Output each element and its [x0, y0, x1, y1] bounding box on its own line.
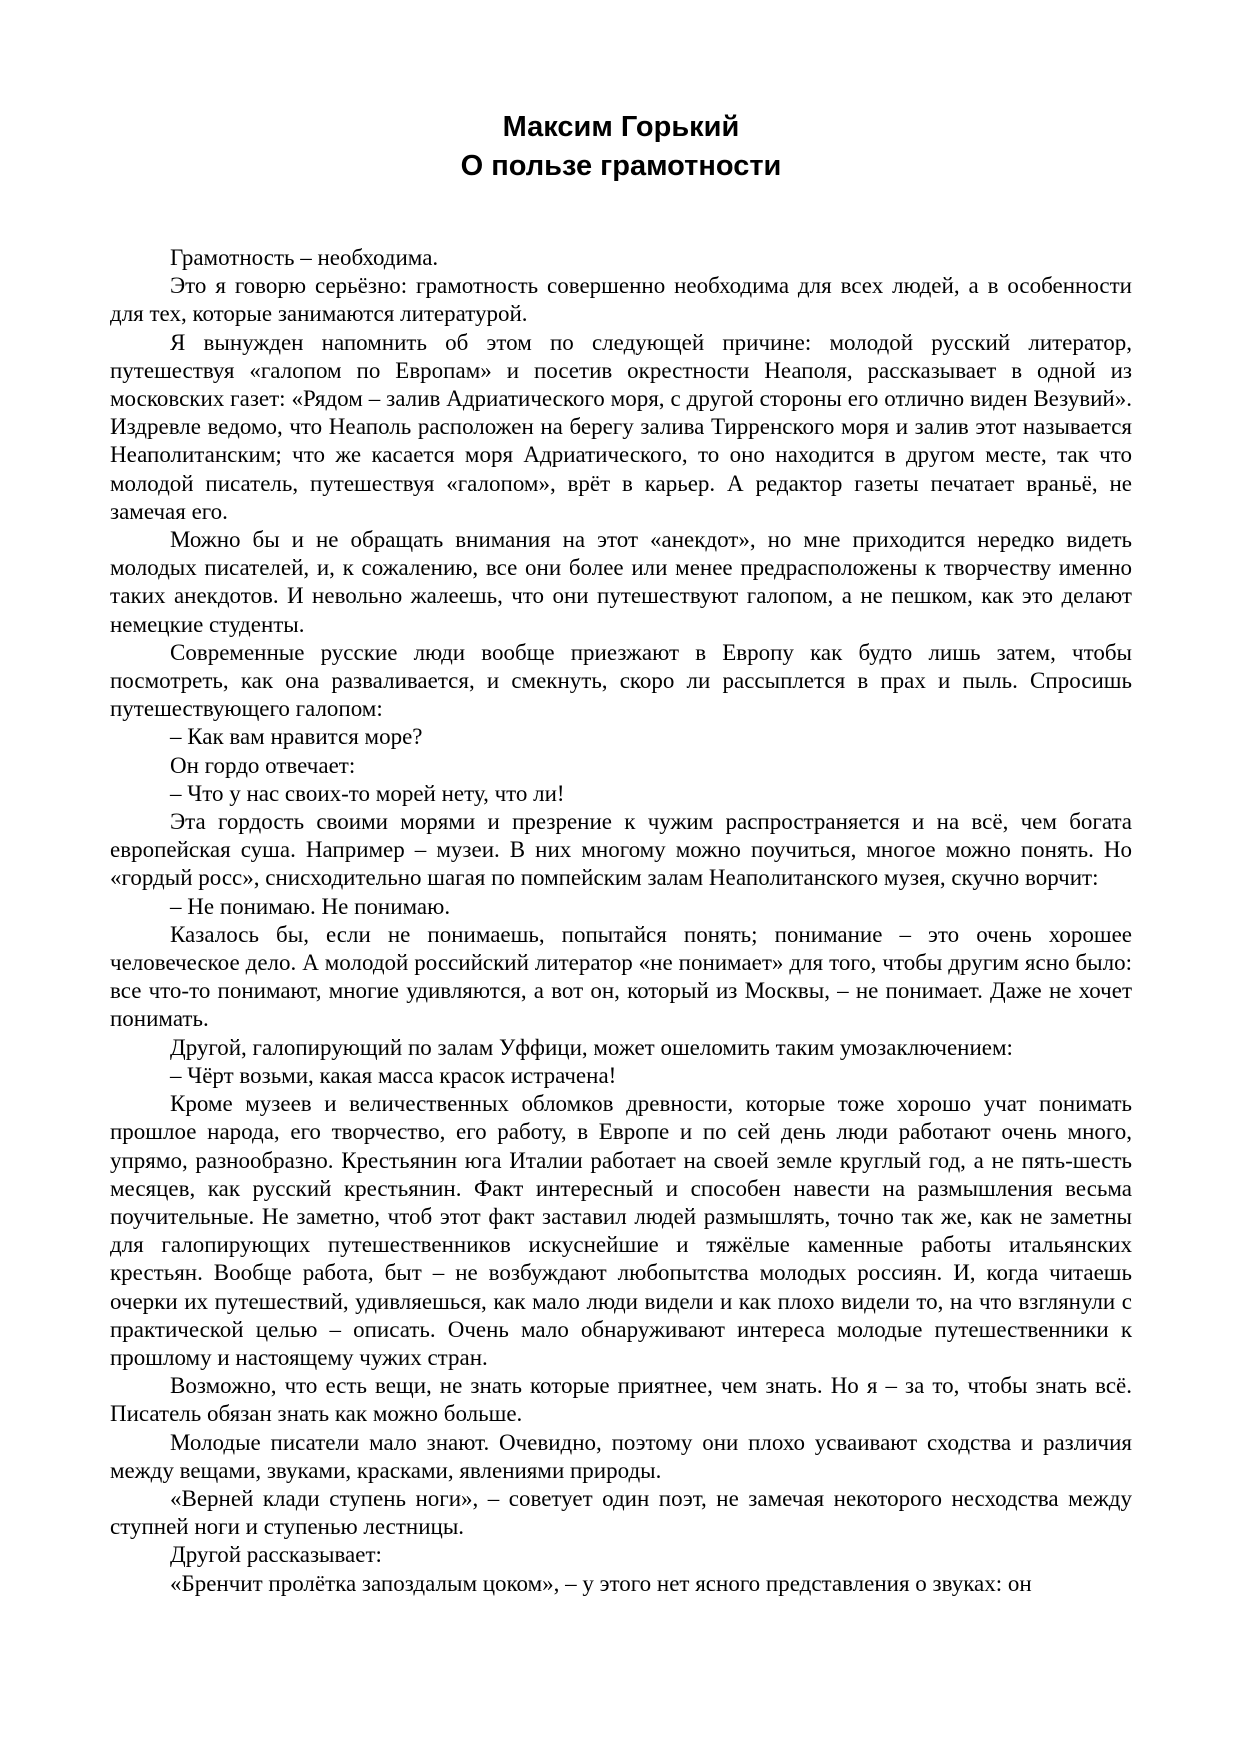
paragraph: Он гордо отвечает: — [170, 752, 356, 778]
paragraph: Я вынужден напомнить об этом по следующей причине: молодой русский литератор, путешествуя «галопом по Европам» и посетив окрестности Неаполя, рассказывает в одной из московских газет: «Рядом – залив Адриатического моря, с другой стороны его отлично виден Везувий». Издревле ведомо, что Неаполь расположен на берегу залива Тирренского моря и залив этот называется Неаполитанским; что же касается моря Адриатического, то оно находится в другом месте, так что молодой писатель, путешествуя «галопом», врёт в карьер. А редактор газеты печатает враньё, не замечая его. — [110, 329, 1132, 524]
paragraph: Это я говорю серьёзно: грамотность совершенно необходима для всех людей, а в особенности для тех, которые занимаются литературой. — [110, 273, 1132, 327]
paragraph: Молодые писатели мало знают. Очевидно, поэтому они плохо усваивают сходства и различия между вещами, звуками, красками, явлениями природы. — [110, 1429, 1132, 1483]
paragraph: Другой, галопирующий по залам Уффици, может ошеломить таким умозаключением: — [170, 1034, 1013, 1060]
paragraph: – Чёрт возьми, какая масса красок истрачена! — [170, 1062, 617, 1088]
paragraph: Другой рассказывает: — [170, 1542, 382, 1568]
paragraph: Кроме музеев и величественных обломков древности, которые тоже хорошо учат понимать прошлое народа, его творчество, его работу, в Европе и по сей день люди работают очень много, упрямо, разнообразно. Крестьянин юга Италии работает на своей земле круглый год, а не пять-шесть месяцев, как русский крестьянин. Факт интересный и способен навести на размышления весьма поучительные. Не заметно, чтоб этот факт заставил людей размышлять, точно так же, как не заметны для галопирующих путешественников искуснейшие и тяжёлые каменные работы итальянских крестьян. Вообще работа, быт – не возбуждают любопытства молодых россиян. И, когда читаешь очерки их путешествий, удивляешься, как мало люди видели и как плохо видели то, на что взглянули с практической целью – описать. Очень мало обнаруживают интереса молодые путешественники к прошлому и настоящему чужих стран. — [110, 1091, 1132, 1370]
paragraph: Грамотность – необходима. — [170, 245, 439, 270]
paragraph: Возможно, что есть вещи, не знать которые приятнее, чем знать. Но я – за то, чтобы знать всё. Писатель обязан знать как можно больше. — [110, 1373, 1132, 1427]
document-body — [110, 244, 1132, 1598]
paragraph: Эта гордость своими морями и презрение к чужим распространяется и на всё, чем богата европейская суша. Например – музеи. В них многому можно поучиться, многое можно понять. Но «гордый росс», снисходительно шагая по помпейским залам Неаполитанского музея, скучно ворчит: — [110, 809, 1132, 891]
paragraph: Современные русские люди вообще приезжают в Европу как будто лишь затем, чтобы посмотреть, как она разваливается, и смекнуть, скоро ли рассыплется в прах и пыль. Спросишь путешествующего галопом: — [110, 639, 1132, 722]
paragraph: – Не понимаю. Не понимаю. — [170, 893, 451, 919]
paragraph: «Верней клади ступень ноги», – советует один поэт, не замечая некоторого несходства между ступней ноги и ступенью лестницы. — [110, 1485, 1132, 1540]
document-heading — [110, 108, 1132, 186]
paragraph: – Что у нас своих-то морей нету, что ли! — [170, 780, 565, 806]
paragraph: – Как вам нравится море? — [170, 724, 423, 750]
paragraph: Можно бы и не обращать внимания на этот «анекдот», но мне приходится нередко видеть молодых писателей, и, к сожалению, все они более или менее предрасположены к творчеству именно таких анекдотов. И невольно жалеешь, что они путешествуют галопом, а не пешком, как это делают немецкие студенты. — [110, 527, 1132, 637]
document-title: О пользе грамотности — [460, 150, 782, 182]
paragraph: «Бренчит пролётка запоздалым цоком», – у этого нет ясного представления о звуках: он — [170, 1570, 1032, 1596]
author-name: Максим Горький — [502, 111, 740, 143]
paragraph: Казалось бы, если не понимаешь, попытайся понять; понимание – это очень хорошее человеческое дело. А молодой российский литератор «не понимает» для того, чтобы другим ясно было: все что-то понимают, многие удивляются, а вот он, который из Москвы, – не понимает. Даже не хочет понимать. — [110, 921, 1132, 1032]
